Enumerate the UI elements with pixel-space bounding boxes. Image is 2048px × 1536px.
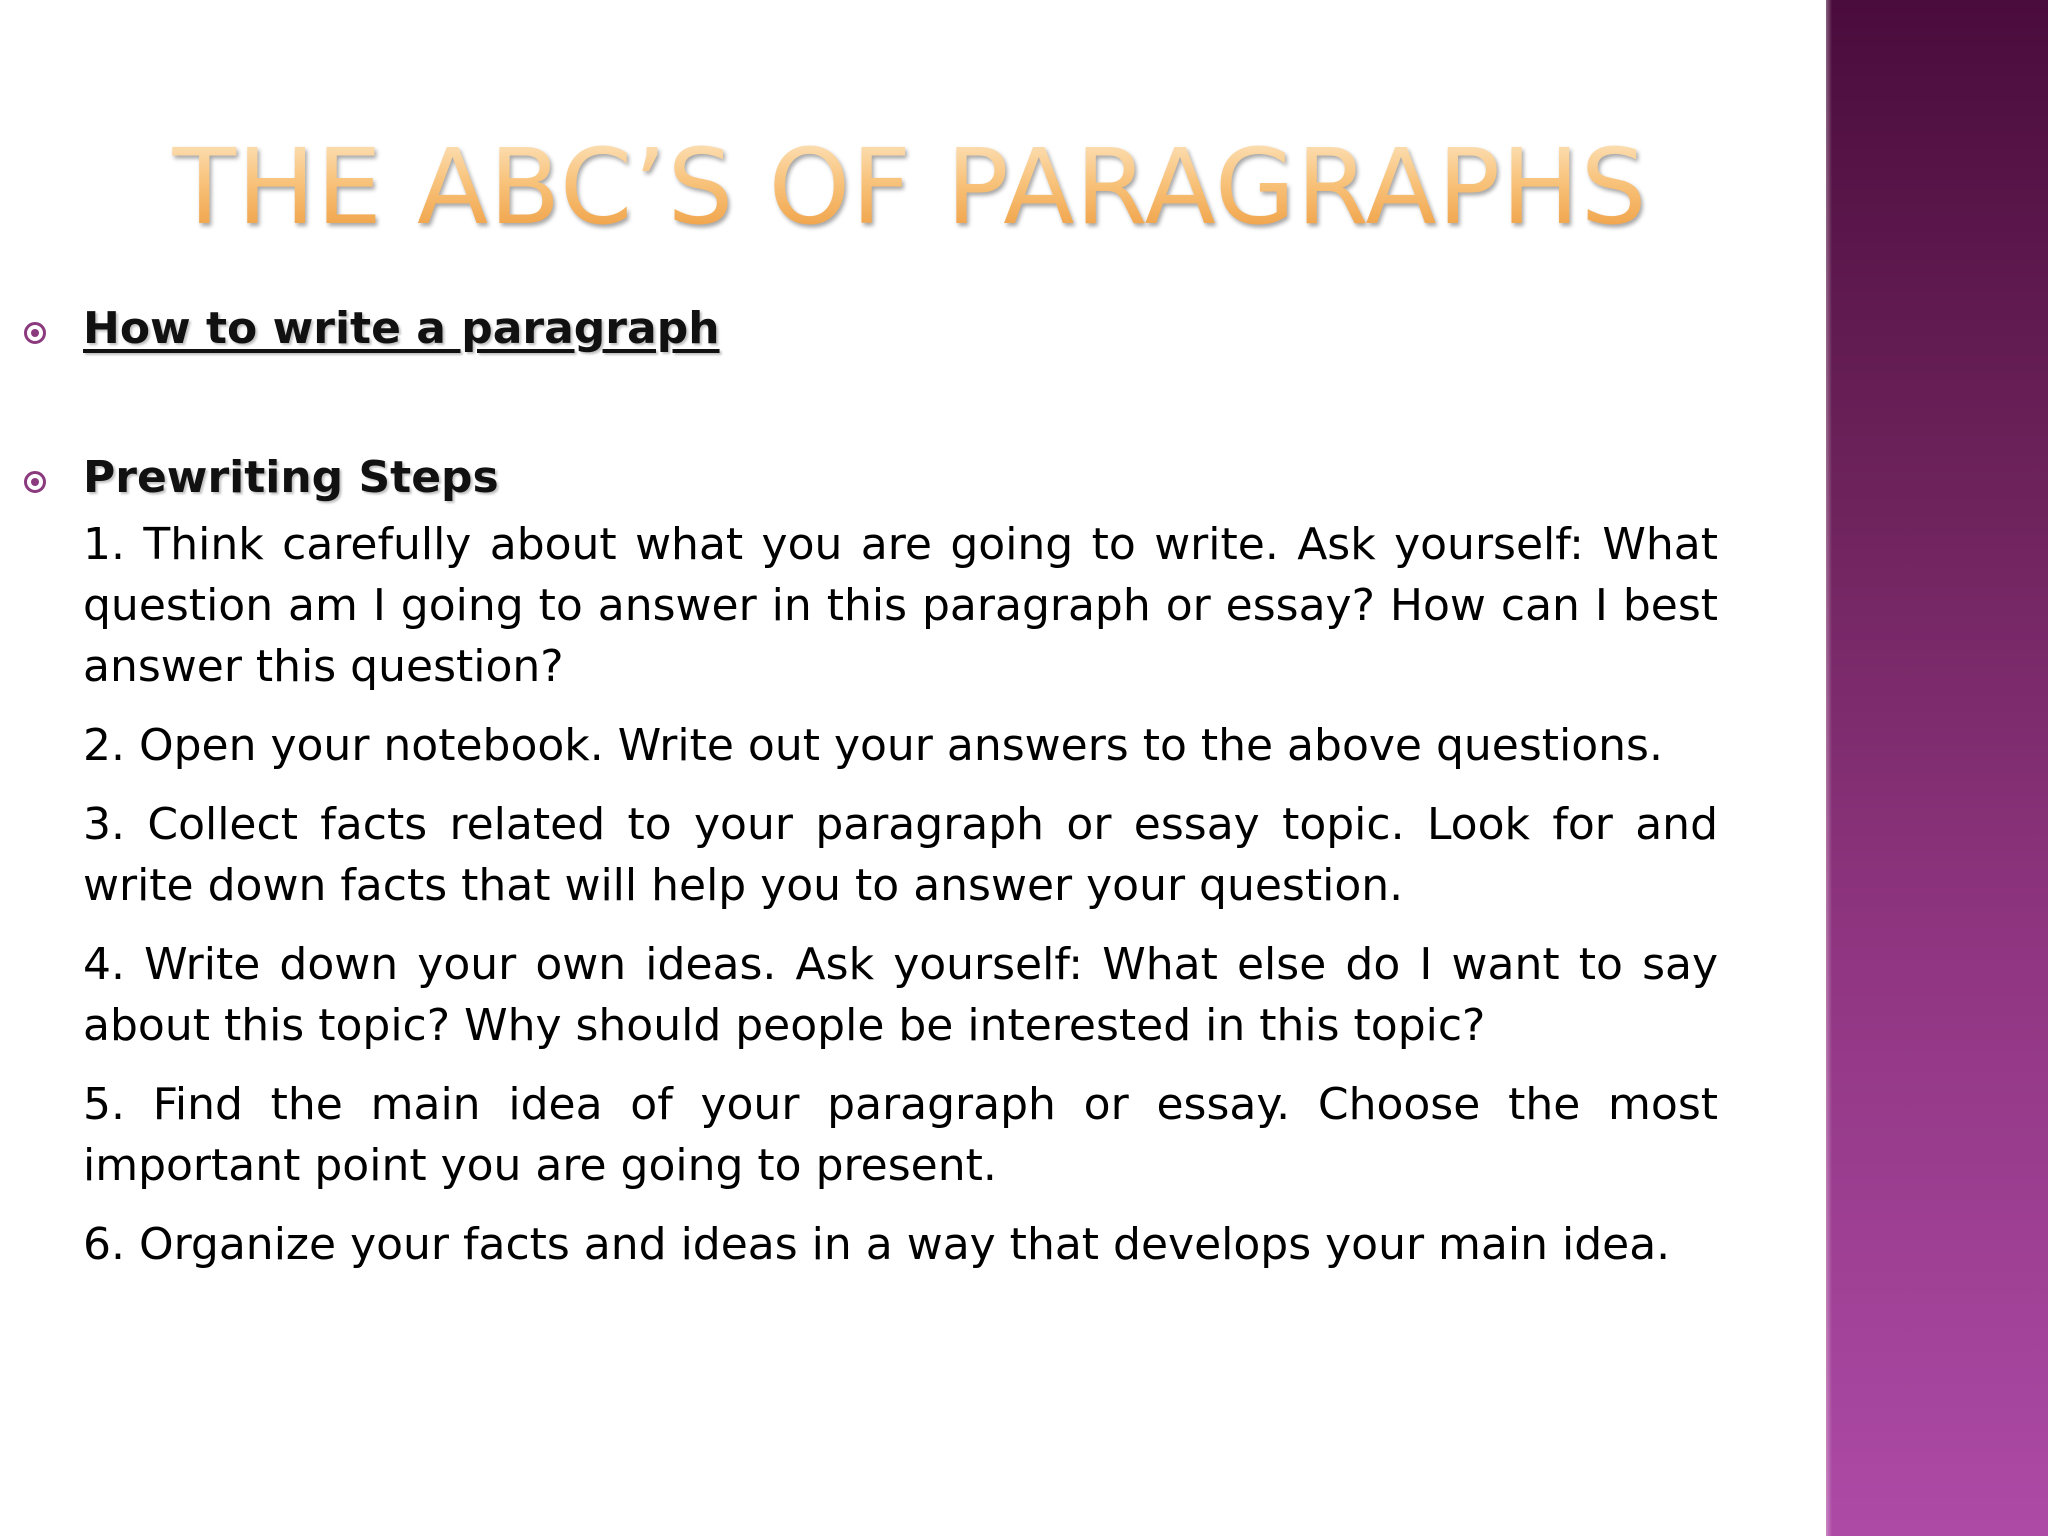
bullet-prewriting-steps bbox=[0, 449, 1806, 506]
slide-content bbox=[0, 300, 1806, 1293]
step-item: 1. Think carefully about what you are going to write. Ask yourself: What question am I going to answer in this paragraph or essay? How can I best answer this question? bbox=[83, 519, 1718, 693]
bullet-label: How to write a paragraph bbox=[83, 303, 720, 354]
step-item: 3. Collect facts related to your paragraph or essay topic. Look for and write down facts that will help you to answer your question. bbox=[83, 799, 1718, 912]
bullet-how-to-write bbox=[0, 300, 1806, 357]
circle-dot-icon bbox=[24, 322, 46, 344]
step-item: 4. Write down your own ideas. Ask yourself: What else do I want to say about this topic? Why should people be interested in this topic? bbox=[83, 939, 1718, 1052]
step-item: 5. Find the main idea of your paragraph or essay. Choose the most important point you are going to present. bbox=[83, 1079, 1718, 1192]
circle-dot-icon bbox=[24, 471, 46, 493]
bullet-label: Prewriting Steps bbox=[83, 452, 499, 504]
decorative-side-band bbox=[1826, 0, 2048, 1536]
step-item: 2. Open your notebook. Write out your answers to the above questions. bbox=[83, 720, 1663, 772]
steps-list bbox=[0, 514, 1718, 1275]
slide-title: THE ABC’S OF PARAGRAPHS bbox=[150, 130, 1670, 244]
step-item: 6. Organize your facts and ideas in a way that develops your main idea. bbox=[83, 1219, 1671, 1271]
